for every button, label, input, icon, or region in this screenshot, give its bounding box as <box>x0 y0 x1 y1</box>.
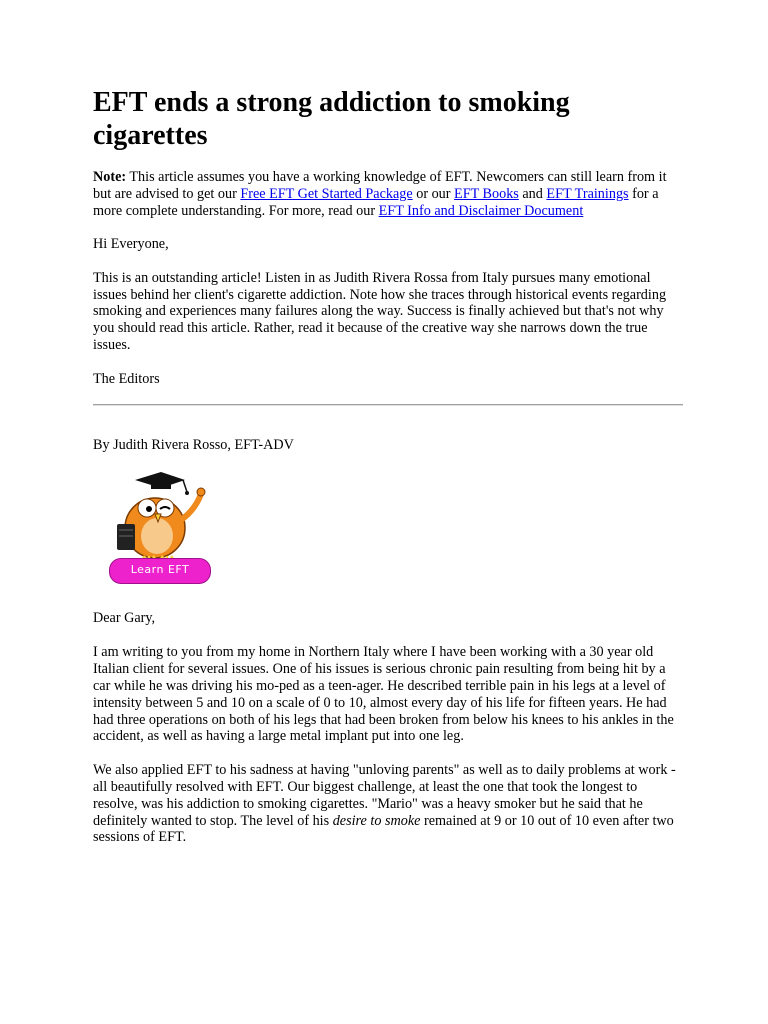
owl-graduate-icon <box>105 470 215 566</box>
eft-disclaimer-link[interactable]: EFT Info and Disclaimer Document <box>378 202 584 219</box>
byline: By Judith Rivera Rosso, EFT-ADV <box>93 437 294 454</box>
eft-trainings-link[interactable]: EFT Trainings <box>546 185 629 202</box>
note-text-3: and <box>518 185 547 202</box>
note-paragraph <box>93 169 683 220</box>
learn-eft-button[interactable]: Learn EFT <box>109 558 211 584</box>
story-paragraph-2 <box>93 762 683 847</box>
free-eft-package-link[interactable]: Free EFT Get Started Package <box>240 185 413 202</box>
article-title: EFT ends a strong addiction to smoking cigarettes <box>93 87 570 151</box>
greeting: Hi Everyone, <box>93 236 169 253</box>
story-paragraph-2-text-2: remained at 9 or 10 out of 10 even after two sessions of EFT. <box>93 812 674 846</box>
learn-eft-mascot[interactable] <box>105 470 235 590</box>
article <box>93 86 683 863</box>
note-text-1: This article assumes you have a working knowledge of EFT. Newcomers can still learn from it but are advised to get our <box>93 169 667 202</box>
story-paragraph-1: I am writing to you from my home in Northern Italy where I have been working with a 30 year old Italian client for several issues. One of his issues is serious chronic pain resulting from being hit by a car while he was driving his mo-ped as a teen-ager. He described terrible pain in his legs at a level of intensity between 5 and 10 on a scale of 0 to 10, almost every day of his life for fifteen years. He had had three operations on both of his legs that had been broken from below his knees to his ankles in the accident, as well as having a large metal implant put into one leg. <box>93 643 674 745</box>
story-paragraph-2-text-1: We also applied EFT to his sadness at having "unloving parents" as well as to daily problems at work - all beautifully resolved with EFT. Our biggest challenge, at least the one that took the longest to resolve, was his addiction to smoking cigarettes. "Mario" was a heavy smoker but he said that he definitely wanted to stop. The level of his <box>93 761 676 829</box>
section-divider <box>93 404 683 406</box>
note-text-4: for a more complete understanding. For more, read our <box>93 185 659 219</box>
editors-signoff: The Editors <box>93 370 160 387</box>
intro-paragraph: This is an outstanding article! Listen in as Judith Rivera Rossa from Italy pursues many emotional issues behind her client's cigarette addiction. Note how she traces through historical events regarding smoking and experiences many failures along the way. Success is finally achieved but that's not why you should read this article. Rather, read it because of the creative way she narrows down the true issues. <box>93 269 667 354</box>
salutation: Dear Gary, <box>93 610 156 627</box>
note-label: Note: <box>93 169 127 185</box>
note-text-2: or our <box>412 185 455 202</box>
desire-to-smoke-emphasis: desire to smoke <box>332 812 421 829</box>
eft-books-link[interactable]: EFT Books <box>454 185 519 202</box>
